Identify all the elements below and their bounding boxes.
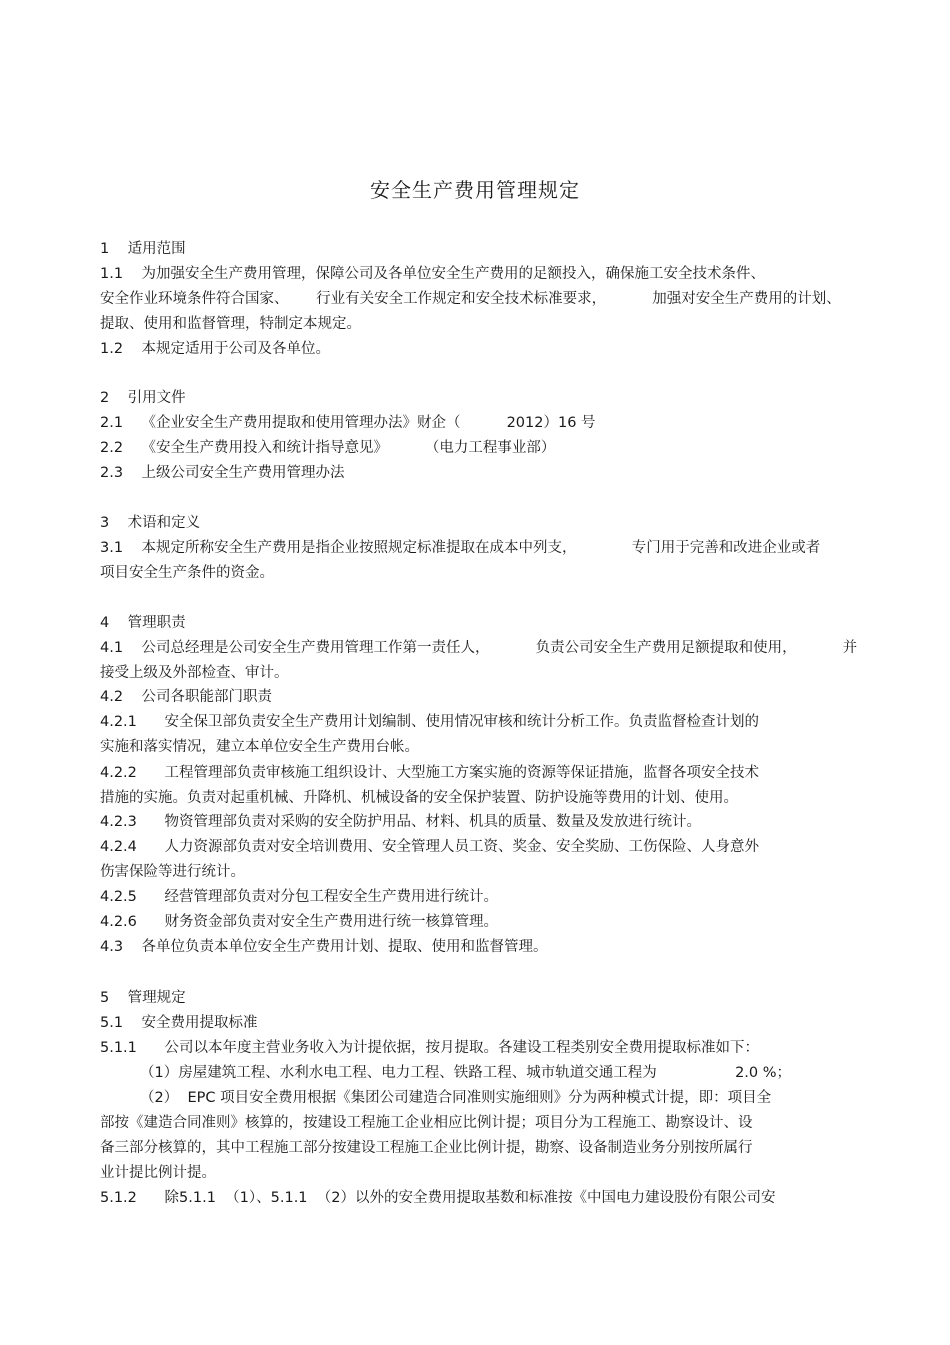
section-heading: 1 适用范围 — [100, 241, 186, 257]
paragraph-line: 安全作业环境条件符合国家、 行业有关安全工作规定和安全技术标准要求， 加强对安全生产费用的计划、 — [100, 291, 841, 307]
paragraph-line: 4.2.2 工程管理部负责审核施工组织设计、大型施工方案实施的资源等保证措施，监督各项安全技术 — [100, 765, 760, 781]
paragraph-line: 2.2 《安全生产费用投入和统计指导意见》 （电力工程事业部） — [100, 440, 556, 456]
paragraph-line: 4.3 各单位负责本单位安全生产费用计划、提取、使用和监督管理。 — [100, 939, 548, 955]
paragraph-line: 部按《建造合同准则》核算的，按建设工程施工企业相应比例计提；项目分为工程施工、勘察设计、设 — [100, 1115, 753, 1131]
section-heading: 5 管理规定 — [100, 990, 186, 1006]
paragraph-line: 4.1 公司总经理是公司安全生产费用管理工作第一责任人， 负责公司安全生产费用足额提取和使用， 并 — [100, 640, 858, 656]
paragraph-line: 5.1 安全费用提取标准 — [100, 1015, 258, 1031]
paragraph-line: 提取、使用和监督管理，特制定本规定。 — [100, 316, 361, 332]
paragraph-line: 2.1 《企业安全生产费用提取和使用管理办法》财企（ 2012）16 号 — [100, 415, 596, 431]
paragraph-line: 4.2.3 物资管理部负责对采购的安全防护用品、材料、机具的质量、数量及发放进行统计。 — [100, 814, 702, 830]
document-title: 安全生产费用管理规定 — [370, 178, 580, 202]
paragraph-line: 4.2.6 财务资金部负责对安全生产费用进行统一核算管理。 — [100, 914, 499, 930]
paragraph-line: 项目安全生产条件的资金。 — [100, 565, 274, 581]
paragraph-line: （2） EPC 项目安全费用根据《集团公司建造合同准则实施细则》分为两种模式计提，即：项目全 — [140, 1090, 772, 1106]
paragraph-line: （1）房屋建筑工程、水利水电工程、电力工程、铁路工程、城市轨道交通工程为 2.0 %； — [140, 1065, 792, 1081]
paragraph-line: 备三部分核算的，其中工程施工部分按建设工程施工企业比例计提，勘察、设备制造业务分别按所属行 — [100, 1140, 753, 1156]
paragraph-line: 2.3 上级公司安全生产费用管理办法 — [100, 465, 345, 481]
paragraph-line: 4.2.4 人力资源部负责对安全培训费用、安全管理人员工资、奖金、安全奖励、工伤保险、人身意外 — [100, 839, 760, 855]
paragraph-line: 业计提比例计提。 — [100, 1165, 216, 1181]
section-heading: 4 管理职责 — [100, 615, 186, 631]
section-heading: 2 引用文件 — [100, 390, 186, 406]
paragraph-line: 伤害保险等进行统计。 — [100, 864, 245, 880]
section-heading: 3 术语和定义 — [100, 515, 201, 531]
paragraph-line: 实施和落实情况，建立本单位安全生产费用台帐。 — [100, 739, 419, 755]
paragraph-line: 5.1.2 除5.1.1 （1）、5.1.1 （2）以外的安全费用提取基数和标准按《中国电力建设股份有限公司安 — [100, 1190, 776, 1206]
paragraph-line: 1.2 本规定适用于公司及各单位。 — [100, 341, 330, 357]
paragraph-line: 3.1 本规定所称安全生产费用是指企业按照规定标准提取在成本中列支， 专门用于完善和改进企业或者 — [100, 540, 821, 556]
paragraph-line: 4.2.5 经营管理部负责对分包工程安全生产费用进行统计。 — [100, 889, 499, 905]
paragraph-line: 1.1 为加强安全生产费用管理，保障公司及各单位安全生产费用的足额投入，确保施工安全技术条件、 — [100, 266, 765, 282]
paragraph-line: 4.2.1 安全保卫部负责安全生产费用计划编制、使用情况审核和统计分析工作。负责监督检查计划的 — [100, 714, 760, 730]
paragraph-line: 4.2 公司各职能部门职责 — [100, 689, 272, 705]
paragraph-line: 5.1.1 公司以本年度主营业务收入为计提依据，按月提取。各建设工程类别安全费用提取标准如下： — [100, 1040, 760, 1056]
paragraph-line: 措施的实施。负责对起重机械、升降机、机械设备的安全保护装置、防护设施等费用的计划、使用。 — [100, 790, 738, 806]
paragraph-line: 接受上级及外部检查、审计。 — [100, 665, 289, 681]
